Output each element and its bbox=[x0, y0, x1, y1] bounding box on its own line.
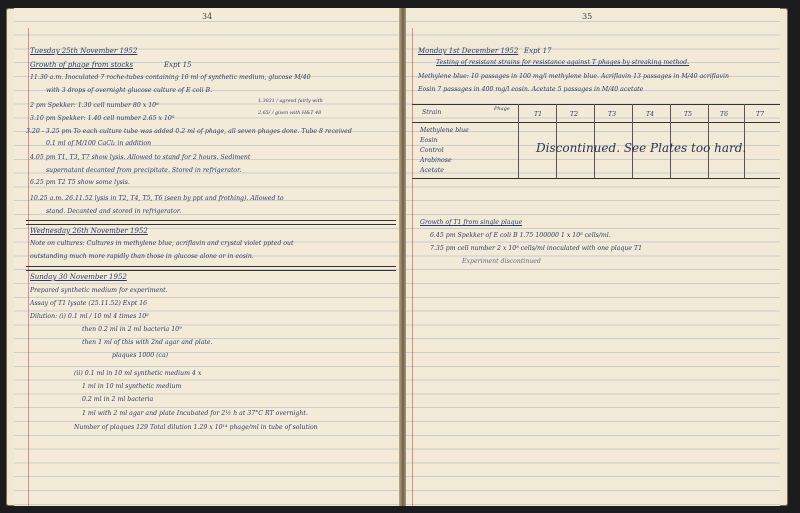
entry-date: Monday 1st December 1952 bbox=[418, 47, 519, 55]
table-col-header: T3 bbox=[608, 111, 617, 118]
table-col-header: T4 bbox=[646, 111, 655, 118]
entry-line: stand. Decanted and stored in refrigerator. bbox=[46, 208, 182, 215]
table-top-border bbox=[412, 104, 780, 105]
expt-label: Expt 15 bbox=[164, 61, 192, 69]
side-note: 1.3031 / agreed fairly with bbox=[258, 99, 323, 104]
entry-date: Wednesday 26th November 1952 bbox=[30, 227, 148, 235]
notebook-spread bbox=[6, 8, 788, 506]
entry-line: 1 ml in 10 ml synthetic medium bbox=[82, 383, 182, 390]
table-header-phage: Phage bbox=[494, 106, 510, 112]
expt-label: Expt 17 bbox=[524, 47, 552, 55]
entry-line: (ii) 0.1 ml in 10 ml synthetic medium 4 x bbox=[74, 370, 202, 377]
entry-date: Sunday 30 November 1952 bbox=[30, 273, 127, 281]
method-line: Eosin 7 passages in 400 mg/l eosin. Acetate 5 passages in M/40 acetate bbox=[418, 86, 644, 93]
entry-line: 6.25 pm T2 T5 show some lysis. bbox=[30, 179, 130, 186]
page-number-left: 34 bbox=[202, 12, 213, 21]
table-col-header: T2 bbox=[570, 111, 579, 118]
entry-line: with 3 drops of overnight glucose culture of E coli B. bbox=[46, 87, 213, 94]
entry-line: Prepared synthetic medium for experiment. bbox=[30, 287, 168, 294]
section-divider bbox=[26, 266, 396, 271]
entry-line: Number of plaques 129 Total dilution 1.29 x 10¹⁴ phage/ml in tube of solution bbox=[74, 424, 318, 431]
entry-line: Dilution: (i) 0.1 ml / 10 ml 4 times 10⁸ bbox=[30, 313, 149, 320]
entry-date: Tuesday 25th November 1952 bbox=[30, 47, 138, 55]
entry-heading: Growth of phage from stocks bbox=[30, 61, 134, 69]
table-col-header: T7 bbox=[756, 111, 765, 118]
entry-line: Experiment discontinued bbox=[462, 258, 541, 265]
entry-line: 0.1 ml of M/100 CaCl₂ in addition bbox=[46, 140, 152, 147]
table-row-label: Control bbox=[420, 147, 444, 154]
table-header-strain: Strain bbox=[422, 109, 442, 116]
entry-line: Assay of T1 lysate (25.11.52) Expt 16 bbox=[30, 300, 148, 307]
right-margin-line bbox=[412, 28, 413, 506]
table-col-header: T6 bbox=[720, 111, 729, 118]
table-row-label: Arabinose bbox=[420, 157, 452, 164]
side-note: 2.65/ / given with H&T 48 bbox=[258, 111, 322, 116]
section-divider bbox=[26, 220, 396, 225]
table-bottom-border bbox=[412, 178, 780, 179]
entry-line: 4.05 pm T1, T3, T7 show lysis. Allowed to stand for 2 hours. Sediment bbox=[30, 154, 251, 161]
entry-line: 0.2 ml in 2 ml bacteria bbox=[82, 396, 154, 403]
right-page bbox=[406, 8, 780, 506]
table-row-label: Eosin bbox=[420, 137, 438, 144]
entry-line: then 1 ml of this with 2nd agar and plate. bbox=[82, 339, 213, 346]
entry-line: 11.30 a.m. Inoculated 7 roche-tubes containing 10 ml of synthetic medium, glucose M/40 bbox=[30, 74, 311, 81]
entry-line: supernatant decanted from precipitate. Stored in refrigerator. bbox=[46, 167, 242, 174]
table-note: Discontinued. See Plates too hard. bbox=[536, 141, 747, 155]
entry-line: 3.20 - 3.25 pm To each culture tube was added 0.2 ml of phage, all seven phages done. Tube 8 received bbox=[26, 128, 352, 135]
entry-line: Note on cultures: Cultures in methylene blue, acriflavin and crystal violet ppted out bbox=[30, 240, 294, 247]
entry-line: outstanding much more rapidly than those in glucose alone or in eosin. bbox=[30, 253, 254, 260]
entry-line: 2 pm Spekker: 1.30 cell number 80 x 10⁸ bbox=[30, 102, 159, 109]
entry-line: 6.45 pm Spekker of E coli B 1.75 100000 1 x 10⁸ cells/ml. bbox=[430, 232, 611, 239]
entry-line: 10.25 a.m. 26.11.52 lysis in T2, T4, T5, T6 (seen by ppt and frothing). Allowed to bbox=[30, 195, 284, 202]
method-line: Methylene blue: 10 passages in 100 mg/l methylene blue. Acriflavin 13 passages in M/40 acriflavin bbox=[418, 73, 729, 80]
table-col-header: T5 bbox=[684, 111, 693, 118]
entry-line: 1 ml with 2 ml agar and plate Incubated for 2½ h at 37°C RT overnight. bbox=[82, 410, 308, 417]
entry-line: 7.35 pm cell number 2 x 10⁸ cells/ml inoculated with one plaque T1 bbox=[430, 245, 643, 252]
entry-heading: Growth of T1 from single plaque bbox=[420, 219, 523, 226]
entry-line: plaques 1000 (ca) bbox=[112, 352, 169, 359]
entry-line: then 0.2 ml in 2 ml bacteria 10⁹ bbox=[82, 326, 182, 333]
table-header-border bbox=[412, 122, 780, 123]
left-page bbox=[14, 8, 400, 506]
table-col-header: T1 bbox=[534, 111, 543, 118]
table-column-divider bbox=[518, 104, 519, 178]
page-number-right: 35 bbox=[582, 12, 593, 21]
table-row-label: Methylene blue bbox=[420, 127, 469, 134]
table-row-label: Acetate bbox=[420, 167, 444, 174]
entry-subtitle: Testing of resistant strains for resistance against T phages by streaking method. bbox=[436, 59, 690, 66]
entry-line: 3.10 pm Spekker: 1.40 cell number 2.65 x 10⁸ bbox=[30, 115, 175, 122]
